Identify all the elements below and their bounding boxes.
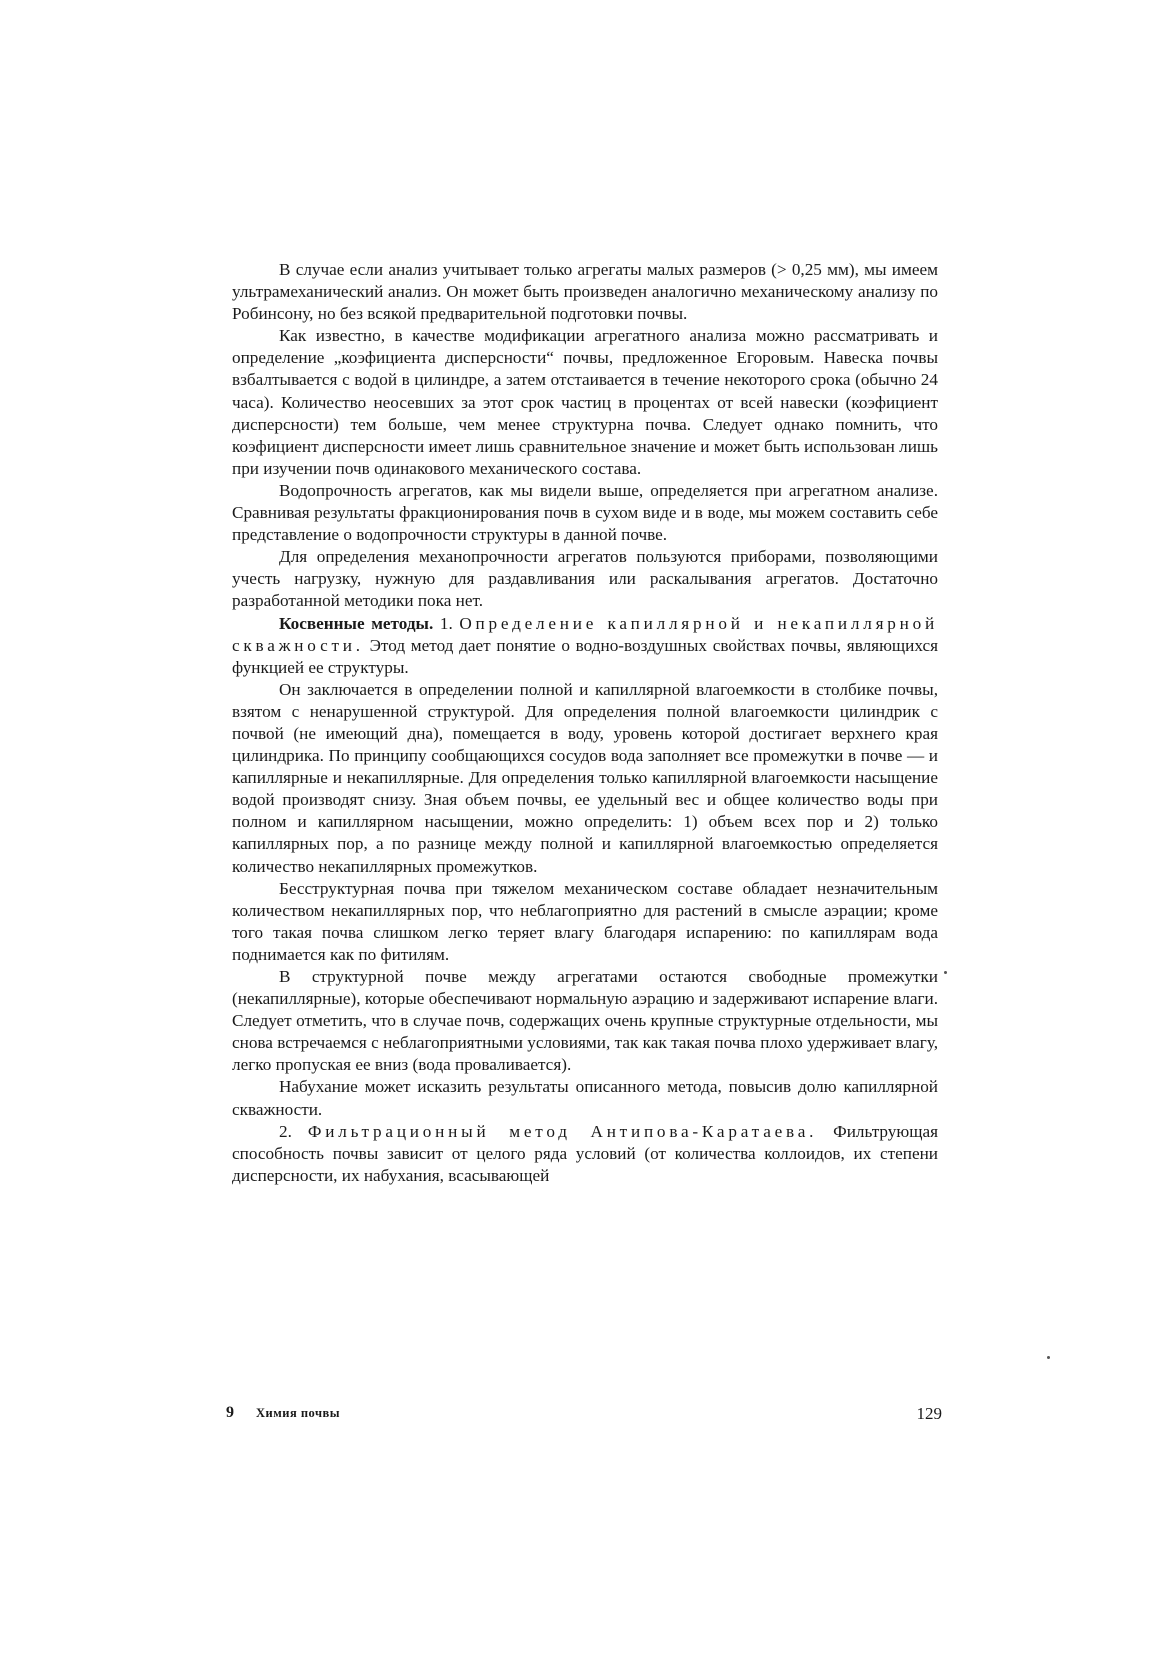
item-number: 2.: [279, 1121, 308, 1141]
paragraph-2: Как известно, в качестве модификации агрегатного анализа можно рассматривать и определение „коэфициента дисперсности“ почвы, предложенное Егоровым. Навеска почвы взбалтывается с водой в цилиндре, а затем отстаивается в течение некоторого срока (обычно 24 часа). Количество неосевших за этот срок частиц в процентах от всей навески (коэфициент дисперсности) тем больше, чем менее структурна почва. Следует однако помнить, что коэфициент дисперсности имеет лишь сравнительное значение и может быть использован лишь при изучении почв одинакового механического состава.: [232, 326, 938, 478]
page-footer: [226, 1404, 942, 1428]
signature-title: Химия почвы: [256, 1406, 341, 1420]
scan-speck: [944, 971, 947, 974]
paragraph-10: [232, 1121, 938, 1187]
paragraph-5: [232, 613, 938, 679]
paragraph-5-text: Этод метод дает понятие о водно-воздушных свойствах почвы, являющихся функцией ее структуры.: [232, 635, 938, 677]
paragraph-9: Набухание может исказить результаты описанного метода, повысив долю капиллярной скважности.: [232, 1077, 938, 1119]
paragraph-4: Для определения механопрочности агрегатов пользуются приборами, позволяющими учесть нагрузку, нужную для раздавливания или раскалывания агрегатов. Достаточно разработанной методики пока нет.: [232, 547, 938, 611]
method-title: Фильтрационный метод Антипова-Каратаева.: [307, 1121, 818, 1141]
paragraph-10-text: Фильтрующая способность почвы зависит от целого ряда условий (от количества коллоидов, их степени дисперсности, их набухания, всасывающей: [232, 1121, 938, 1185]
paragraph-7: Бесструктурная почва при тяжелом механическом составе обладает незначительным количеством некапиллярных пор, что неблагоприятно для растений в смысле аэрации; кроме того такая почва слишком легко теряет влагу благодаря испарению: по капиллярам вода поднимается как по фитилям.: [232, 878, 938, 964]
paragraph-1: В случае если анализ учитывает только агрегаты малых размеров (> 0,25 мм), мы имеем ультрамеханический анализ. Он может быть произведен аналогично механическому анализу по Робинсону, но без всякой предварительной подготовки почвы.: [232, 260, 938, 324]
method-title: Определение капиллярной и некапиллярной скважности.: [232, 613, 939, 655]
paragraph-8: В структурной почве между агрегатами остаются свободные промежутки (некапиллярные), которые обеспечивают нормальную аэрацию и задерживают испарение влаги. Следует отметить, что в случае почв, содержащих очень крупные структурные отдельности, мы снова встречаемся с неблагоприятными условиями, так как такая почва плохо удерживает влагу, легко пропуская ее вниз (вода проваливается).: [232, 967, 938, 1075]
item-number: 1.: [433, 613, 460, 633]
paragraph-6: Он заключается в определении полной и капиллярной влагоемкости в столбике почвы, взятом с ненарушенной структурой. Для определения полной влагоемкости цилиндрик с почвой (не имеющий дна), помещается в воду, уровень которой достигает верхнего края цилиндрика. По принципу сообщающихся сосудов вода заполняет все промежутки в почве — и капиллярные и некапиллярные. Для определения только капиллярной влагоемкости насыщение водой производят снизу. Зная объем почвы, ее удельный вес и общее количество воды при полном и капиллярном насыщении, можно определить: 1) объем всех пор и 2) только капиллярных пор, а по разнице между полной и капиллярной влагоемкостью определяется количество некапиллярных промежутков.: [232, 679, 938, 876]
signature-number: 9: [226, 1404, 234, 1421]
page-body: [232, 259, 938, 1187]
page-number: 129: [916, 1404, 942, 1423]
scan-speck: [1047, 1356, 1050, 1359]
section-heading: Косвенные методы.: [279, 613, 434, 633]
paragraph-3: Водопрочность агрегатов, как мы видели выше, определяется при агрегатном анализе. Сравнивая результаты фракционирования почв в сухом виде и в воде, мы можем составить себе представление о водопрочности структуры в данной почве.: [232, 480, 938, 545]
